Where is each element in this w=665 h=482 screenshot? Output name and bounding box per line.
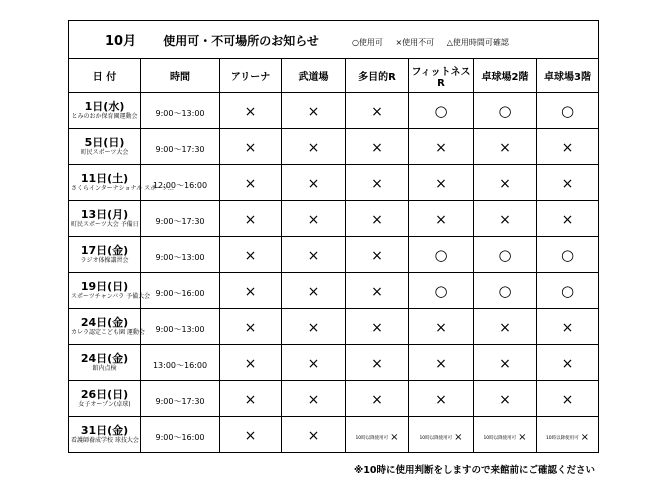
date-label: 31日(金) [80, 423, 129, 437]
availability-cell-content [562, 141, 574, 155]
availability-cell-content [371, 357, 383, 371]
available-mark: ○ [560, 282, 575, 300]
table-row [69, 129, 599, 165]
unavailable-mark: × [371, 356, 383, 372]
date-cell [69, 309, 145, 345]
availability-cell-content [419, 431, 462, 445]
availability-cell-content [245, 285, 257, 299]
availability-cell-content [562, 177, 574, 191]
month-label: 10月 [105, 34, 137, 49]
unavailable-mark: × [307, 284, 320, 300]
availability-cell [346, 309, 409, 345]
availability-cell-content [308, 429, 320, 443]
availability-cell-content [371, 213, 383, 227]
availability-cell-content [562, 357, 574, 371]
availability-cell-content [499, 357, 511, 371]
availability-cell-content [245, 321, 257, 335]
date-cell [69, 201, 141, 237]
unavailable-mark: × [499, 356, 511, 372]
availability-cell [409, 309, 474, 345]
available-mark: ○ [434, 282, 448, 300]
event-name: スポーツチャンバラ 予備大会 [71, 292, 151, 300]
unavailable-mark: × [435, 356, 447, 372]
availability-cell-content [245, 213, 257, 227]
column-header: 多目的R [346, 59, 409, 93]
available-mark: ○ [498, 282, 512, 300]
availability-cell [282, 93, 346, 129]
table-row [69, 237, 599, 273]
availability-cell-content [499, 321, 511, 335]
event-name: 看護師養成学校 球技大会 [71, 436, 139, 444]
date-label: 26日(日) [80, 387, 129, 401]
unavailable-mark: × [244, 140, 257, 156]
time-range: 12:00～16:00 [152, 181, 208, 190]
availability-cell [220, 309, 282, 345]
unavailable-mark: × [244, 176, 257, 192]
availability-cell-content [499, 213, 511, 227]
availability-cell [474, 273, 537, 309]
availability-cell-content [561, 248, 574, 262]
availability-cell-content [308, 141, 320, 155]
unavailable-mark: × [307, 104, 320, 120]
unavailable-mark: × [499, 392, 511, 408]
date-label: 24日(金) [80, 315, 129, 329]
availability-cell-content [371, 105, 383, 119]
column-header: 卓球場2階 [474, 59, 537, 93]
date-cell [69, 417, 141, 453]
table-row [69, 201, 599, 237]
available-mark: ○ [560, 246, 575, 264]
unavailable-mark: × [307, 392, 320, 408]
unavailable-mark: × [307, 176, 320, 192]
availability-cell [282, 273, 346, 309]
unavailable-mark: × [435, 212, 447, 228]
availability-cell-content [435, 213, 447, 227]
availability-cell [537, 237, 599, 273]
availability-cell-content [499, 141, 511, 155]
time-range: 9:00～17:30 [155, 217, 205, 226]
table-row [69, 345, 599, 381]
unavailable-mark: × [435, 320, 447, 336]
date-label: 24日(金) [80, 351, 129, 365]
column-header: 日 付 [69, 59, 141, 93]
notice-title: 使用可・不可場所のお知らせ [163, 34, 319, 48]
cell-note: 10時以降使用可 [419, 436, 453, 441]
available-mark: ○ [434, 246, 448, 264]
availability-cell [409, 417, 474, 453]
availability-cell [474, 345, 537, 381]
cell-note: 10時以降使用可 [483, 436, 517, 441]
availability-cell-content [435, 321, 447, 335]
availability-cell-content [371, 249, 383, 263]
unavailable-mark: × [499, 320, 511, 336]
cell-note: 10時以降使用可 [355, 436, 389, 441]
date-label: 11日(土) [80, 171, 129, 185]
availability-cell [346, 237, 409, 273]
availability-cell [346, 381, 409, 417]
availability-cell [537, 381, 599, 417]
date-cell [69, 129, 141, 165]
title-cell [69, 21, 599, 59]
availability-cell [474, 201, 537, 237]
unavailable-mark: × [435, 392, 447, 408]
unavailable-mark: × [307, 212, 320, 228]
availability-cell-content [245, 177, 257, 191]
availability-cell [409, 273, 474, 309]
availability-cell [220, 345, 282, 381]
availability-cell [474, 129, 537, 165]
availability-cell [537, 273, 599, 309]
availability-cell-content [245, 357, 257, 371]
availability-cell-content [434, 104, 447, 118]
availability-cell [346, 345, 409, 381]
availability-cell-content [562, 321, 574, 335]
event-name: とみのおか保育園運動会 [71, 112, 138, 120]
unavailable-mark: × [518, 432, 527, 443]
table-row [69, 165, 599, 201]
unavailable-mark: × [307, 320, 320, 336]
availability-cell [282, 309, 346, 345]
unavailable-mark: × [307, 248, 320, 264]
legend-available: ○使用可 [351, 38, 383, 47]
availability-cell [346, 165, 409, 201]
unavailable-mark: × [307, 428, 320, 444]
availability-cell-content [561, 104, 574, 118]
availability-cell-content [245, 105, 257, 119]
event-name: 町民スポーツ大会 予備日 [71, 220, 139, 228]
availability-cell [474, 165, 537, 201]
availability-cell-content [434, 284, 447, 298]
table-row [69, 93, 599, 129]
unavailable-mark: × [561, 356, 574, 372]
legend [352, 38, 519, 47]
unavailable-mark: × [454, 432, 463, 443]
availability-table [68, 20, 599, 453]
availability-cell [474, 237, 537, 273]
availability-cell [409, 201, 474, 237]
availability-cell-content [308, 177, 320, 191]
availability-cell-content [308, 357, 320, 371]
availability-cell [282, 417, 346, 453]
legend-unavailable: ×使用不可 [395, 38, 435, 47]
footnote: ※10時に使用判断をしますので来館前にご確認ください [354, 465, 595, 476]
availability-cell [474, 381, 537, 417]
availability-cell [409, 129, 474, 165]
unavailable-mark: × [499, 212, 511, 228]
table-row [69, 381, 599, 417]
event-name: カレラ認定こども園 運動会 [71, 328, 145, 336]
availability-cell-content [371, 393, 383, 407]
availability-cell [282, 381, 346, 417]
availability-cell [409, 93, 474, 129]
column-header: 卓球場3階 [537, 59, 599, 93]
availability-cell [537, 345, 599, 381]
available-mark: ○ [498, 102, 512, 120]
availability-cell-content [371, 141, 383, 155]
time-range: 13:00～16:00 [152, 361, 208, 370]
unavailable-mark: × [371, 176, 383, 192]
availability-cell [537, 417, 599, 453]
availability-cell [282, 129, 346, 165]
column-header-row [69, 59, 599, 93]
availability-cell [282, 345, 346, 381]
column-header: 時間 [141, 59, 220, 93]
availability-cell [346, 93, 409, 129]
date-label: 5日(日) [84, 135, 125, 149]
unavailable-mark: × [371, 320, 383, 336]
availability-cell-content [371, 321, 383, 335]
date-label: 19日(日) [80, 279, 129, 293]
availability-cell [409, 381, 474, 417]
unavailable-mark: × [244, 104, 257, 120]
unavailable-mark: × [371, 212, 383, 228]
availability-cell-content [562, 213, 574, 227]
time-cell [141, 237, 220, 273]
availability-cell-content [371, 177, 383, 191]
availability-cell-content [308, 213, 320, 227]
availability-cell [220, 237, 282, 273]
time-cell [141, 309, 220, 345]
availability-cell-content [435, 177, 447, 191]
time-cell [141, 129, 220, 165]
availability-cell-content [434, 248, 447, 262]
unavailable-mark: × [307, 140, 320, 156]
event-name: 女子オープン(卓球) [78, 400, 131, 408]
availability-cell-content [435, 141, 447, 155]
availability-cell-content [245, 141, 257, 155]
unavailable-mark: × [390, 432, 399, 443]
unavailable-mark: × [371, 248, 383, 264]
availability-cell [537, 165, 599, 201]
availability-cell [474, 93, 537, 129]
table-row [69, 417, 599, 453]
availability-cell [409, 165, 474, 201]
date-cell [69, 93, 141, 129]
time-range: 9:00～17:30 [155, 145, 205, 154]
availability-cell [220, 165, 282, 201]
time-cell [141, 381, 220, 417]
unavailable-mark: × [499, 176, 511, 192]
availability-cell [346, 201, 409, 237]
available-mark: ○ [498, 246, 512, 264]
available-mark: ○ [560, 102, 575, 120]
date-cell [69, 165, 174, 201]
availability-cell-content [371, 285, 383, 299]
date-cell [69, 237, 141, 273]
unavailable-mark: × [244, 356, 257, 372]
availability-cell-content [308, 249, 320, 263]
unavailable-mark: × [499, 140, 511, 156]
date-cell [69, 273, 151, 309]
availability-cell-content [498, 284, 511, 298]
time-cell [141, 201, 220, 237]
availability-cell-content [245, 249, 257, 263]
column-header: 武道場 [282, 59, 346, 93]
time-range: 9:00～17:30 [155, 397, 205, 406]
availability-cell [220, 93, 282, 129]
availability-cell-content [483, 431, 526, 445]
time-range: 9:00～16:00 [155, 433, 205, 442]
unavailable-mark: × [244, 320, 257, 336]
date-cell [69, 345, 141, 381]
time-range: 9:00～16:00 [155, 289, 205, 298]
column-header: アリーナ [220, 59, 282, 93]
unavailable-mark: × [244, 212, 257, 228]
availability-cell-content [308, 321, 320, 335]
date-label: 17日(金) [80, 243, 129, 257]
unavailable-mark: × [435, 176, 447, 192]
availability-cell [537, 129, 599, 165]
unavailable-mark: × [435, 140, 447, 156]
unavailable-mark: × [580, 432, 590, 443]
availability-cell-content [245, 429, 257, 443]
unavailable-mark: × [561, 212, 574, 228]
time-cell [141, 273, 220, 309]
date-label: 13日(月) [80, 207, 129, 221]
availability-cell-content [435, 357, 447, 371]
cell-note: 10時以降使用可 [545, 436, 579, 441]
availability-cell [282, 165, 346, 201]
date-cell [69, 381, 141, 417]
availability-cell-content [308, 285, 320, 299]
availability-cell-content [499, 177, 511, 191]
time-range: 9:00～13:00 [155, 109, 205, 118]
availability-cell-content [355, 431, 398, 445]
availability-cell-content [498, 104, 511, 118]
availability-cell-content [498, 248, 511, 262]
availability-cell-content [561, 284, 574, 298]
unavailable-mark: × [561, 392, 574, 408]
time-range: 9:00～13:00 [155, 325, 205, 334]
availability-cell [474, 417, 537, 453]
availability-cell [282, 201, 346, 237]
availability-cell [220, 201, 282, 237]
title-row [69, 21, 599, 59]
unavailable-mark: × [307, 356, 320, 372]
unavailable-mark: × [371, 392, 383, 408]
availability-cell [409, 237, 474, 273]
availability-cell [346, 129, 409, 165]
time-cell [141, 93, 220, 129]
availability-cell-content [308, 105, 320, 119]
column-header: フィットネスR [409, 59, 474, 93]
availability-cell [474, 309, 537, 345]
availability-cell-content [435, 393, 447, 407]
date-label: 1日(水) [84, 99, 125, 113]
event-name: 館内点検 [92, 364, 117, 372]
table-row [69, 273, 599, 309]
table-row [69, 309, 599, 345]
unavailable-mark: × [244, 248, 257, 264]
availability-cell [409, 345, 474, 381]
availability-cell [220, 129, 282, 165]
time-cell [141, 417, 220, 453]
availability-cell [537, 93, 599, 129]
unavailable-mark: × [561, 176, 574, 192]
time-cell [141, 165, 220, 201]
event-name: 町民スポーツ大会 [80, 148, 129, 156]
unavailable-mark: × [561, 320, 574, 336]
available-mark: ○ [434, 102, 448, 120]
time-cell [141, 345, 220, 381]
unavailable-mark: × [244, 428, 257, 444]
availability-cell [346, 417, 409, 453]
unavailable-mark: × [244, 392, 257, 408]
availability-cell [282, 237, 346, 273]
availability-cell [537, 201, 599, 237]
availability-cell [346, 273, 409, 309]
event-name: さくらインターナショナル スポーツ… [71, 184, 174, 192]
legend-check-time: △使用時間可確認 [446, 38, 509, 47]
availability-cell-content [499, 393, 511, 407]
unavailable-mark: × [561, 140, 574, 156]
unavailable-mark: × [371, 140, 383, 156]
unavailable-mark: × [371, 284, 383, 300]
availability-cell-content [308, 393, 320, 407]
availability-cell-content [562, 393, 574, 407]
time-range: 9:00～13:00 [155, 253, 205, 262]
availability-cell [220, 273, 282, 309]
availability-cell [220, 381, 282, 417]
availability-cell-content [546, 431, 589, 445]
availability-cell [220, 417, 282, 453]
availability-cell [537, 309, 599, 345]
unavailable-mark: × [244, 284, 257, 300]
event-name: ラジオ体操講習会 [80, 256, 129, 264]
unavailable-mark: × [371, 104, 383, 120]
availability-cell-content [245, 393, 257, 407]
